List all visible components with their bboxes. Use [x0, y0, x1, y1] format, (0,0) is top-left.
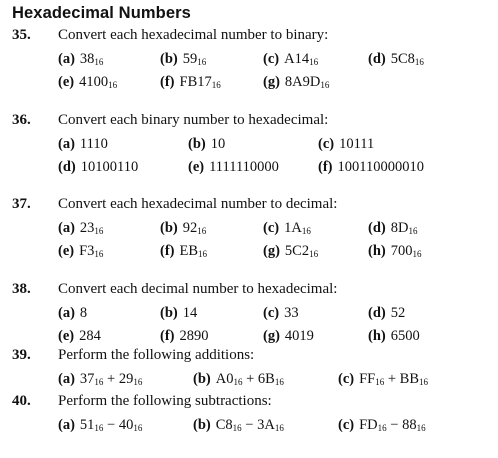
item-label: (d)	[368, 305, 386, 321]
item-value: 100110000010	[337, 159, 424, 175]
item-label: (g)	[263, 243, 280, 259]
item-value-2: BB	[399, 371, 420, 387]
item-label: (a)	[58, 220, 75, 236]
base-subscript: 16	[197, 226, 207, 236]
item-label: (b)	[160, 51, 178, 67]
item-value: 10	[210, 136, 226, 152]
exercise-item	[263, 51, 318, 68]
exercise-item	[160, 243, 207, 260]
item-value: FD	[359, 417, 378, 433]
exercise-item	[58, 159, 138, 176]
item-label: (e)	[58, 243, 75, 259]
item-value-2: 3A	[257, 417, 275, 433]
item-value: EB	[179, 243, 199, 259]
question-text: Convert each hexadecimal number to binary:	[58, 27, 329, 43]
question-number: 35.	[12, 27, 31, 43]
exercise-item	[58, 74, 117, 91]
exercise-item	[58, 328, 101, 345]
base-subscript: 16	[320, 80, 330, 90]
item-label: (c)	[318, 136, 335, 152]
item-value: 1A	[284, 220, 302, 236]
item-value: 8A9D	[284, 74, 321, 90]
question-text: Perform the following additions:	[58, 347, 255, 363]
item-label: (e)	[58, 74, 75, 90]
exercise-item	[368, 220, 417, 237]
base-subscript: 16	[416, 423, 426, 433]
item-label: (b)	[188, 136, 206, 152]
item-value: 92	[182, 220, 198, 236]
item-value: 59	[182, 51, 198, 67]
base-subscript: 16	[94, 57, 104, 67]
exercise-item	[338, 371, 428, 388]
question-number: 36.	[12, 112, 31, 128]
exercise-item	[58, 51, 103, 68]
exercise-item	[368, 51, 424, 68]
question-number: 38.	[12, 281, 31, 297]
base-subscript: 16	[301, 226, 311, 236]
item-label: (h)	[368, 328, 386, 344]
question-text: Convert each hexadecimal number to decimal:	[58, 196, 338, 212]
item-label: (b)	[160, 305, 178, 321]
exercise-item	[160, 305, 197, 322]
base-subscript: 16	[375, 377, 385, 387]
item-value: 1110	[79, 136, 108, 152]
item-value-2: 29	[118, 371, 134, 387]
base-subscript: 16	[108, 80, 118, 90]
item-label: (d)	[368, 51, 386, 67]
exercise-item	[58, 136, 108, 153]
item-label: (d)	[58, 159, 76, 175]
exercise-item	[338, 417, 426, 434]
item-value: 37	[79, 371, 95, 387]
item-value: 38	[79, 51, 95, 67]
exercise-item	[58, 243, 103, 260]
operator: +	[242, 371, 258, 387]
base-subscript: 16	[414, 57, 424, 67]
item-label: (a)	[58, 417, 75, 433]
item-label: (b)	[193, 371, 211, 387]
item-value: 52	[390, 305, 406, 321]
item-label: (a)	[58, 305, 75, 321]
exercise-item	[160, 328, 209, 345]
exercise-item	[58, 220, 103, 237]
item-label: (a)	[58, 51, 75, 67]
base-subscript: 16	[408, 226, 418, 236]
exercise-item	[58, 371, 142, 388]
base-subscript: 16	[94, 226, 104, 236]
base-subscript: 16	[309, 57, 319, 67]
item-value: 10100110	[80, 159, 139, 175]
item-label: (c)	[263, 51, 280, 67]
base-subscript: 16	[94, 249, 104, 259]
item-value: A0	[215, 371, 234, 387]
exercise-item	[188, 136, 225, 153]
exercise-item	[318, 159, 424, 176]
item-label: (f)	[160, 328, 175, 344]
item-value: 6500	[390, 328, 420, 344]
operator: −	[386, 417, 403, 433]
item-value: 51	[79, 417, 95, 433]
exercise-item	[58, 417, 142, 434]
item-value: FB17	[179, 74, 212, 90]
base-subscript: 16	[94, 423, 104, 433]
item-label: (f)	[318, 159, 333, 175]
item-value: 2890	[179, 328, 209, 344]
base-subscript: 16	[233, 377, 243, 387]
item-value: 10111	[339, 136, 375, 152]
item-value: C8	[215, 417, 233, 433]
question-text: Convert each decimal number to hexadecimal:	[58, 281, 338, 297]
exercise-item	[368, 243, 421, 260]
item-label: (a)	[58, 136, 75, 152]
section-title: Hexadecimal Numbers	[12, 4, 191, 22]
question-number: 40.	[12, 393, 31, 409]
exercise-item	[318, 136, 374, 153]
exercise-item	[58, 305, 87, 322]
item-value: FF	[359, 371, 376, 387]
item-label: (c)	[338, 417, 355, 433]
base-subscript: 16	[419, 377, 429, 387]
exercise-item	[263, 243, 318, 260]
exercise-item	[188, 159, 279, 176]
operator: −	[103, 417, 119, 433]
item-label: (e)	[58, 328, 75, 344]
item-label: (g)	[263, 328, 280, 344]
base-subscript: 16	[274, 423, 284, 433]
base-subscript: 16	[94, 377, 104, 387]
item-value: 1111110000	[209, 159, 279, 175]
item-label: (e)	[188, 159, 205, 175]
item-value: A14	[284, 51, 310, 67]
base-subscript: 16	[232, 423, 242, 433]
exercise-item	[160, 220, 206, 237]
item-value: 33	[284, 305, 299, 321]
exercise-item	[160, 74, 221, 91]
item-value: 284	[79, 328, 101, 344]
item-label: (d)	[368, 220, 386, 236]
item-value: 4100	[79, 74, 109, 90]
item-label: (h)	[368, 243, 386, 259]
exercise-item	[263, 328, 314, 345]
item-label: (c)	[263, 220, 280, 236]
item-value-2: 88	[402, 417, 417, 433]
item-label: (c)	[338, 371, 355, 387]
question-number: 37.	[12, 196, 31, 212]
exercise-item	[263, 74, 329, 91]
item-label: (f)	[160, 243, 175, 259]
item-label: (b)	[160, 220, 178, 236]
exercise-item	[193, 417, 284, 434]
question-number: 39.	[12, 347, 31, 363]
exercise-item	[263, 220, 311, 237]
operator: +	[384, 371, 400, 387]
question-text: Convert each binary number to hexadecimal:	[58, 112, 329, 128]
base-subscript: 16	[198, 249, 208, 259]
item-label: (f)	[160, 74, 175, 90]
item-value: 14	[182, 305, 198, 321]
item-value: 8D	[390, 220, 409, 236]
item-value: 700	[390, 243, 413, 259]
item-label: (a)	[58, 371, 75, 387]
exercise-item	[368, 305, 405, 322]
item-value: 4019	[284, 328, 314, 344]
exercise-item	[193, 371, 284, 388]
exercise-item	[263, 305, 299, 322]
base-subscript: 16	[197, 57, 207, 67]
exercise-item	[368, 328, 420, 345]
base-subscript: 16	[133, 377, 143, 387]
base-subscript: 16	[274, 377, 284, 387]
base-subscript: 16	[412, 249, 422, 259]
base-subscript: 16	[133, 423, 143, 433]
base-subscript: 16	[377, 423, 387, 433]
operator: −	[241, 417, 258, 433]
item-label: (c)	[263, 305, 280, 321]
question-text: Perform the following subtractions:	[58, 393, 272, 409]
base-subscript: 16	[309, 249, 319, 259]
exercise-item	[160, 51, 206, 68]
item-value: 23	[79, 220, 95, 236]
item-value-2: 6B	[257, 371, 275, 387]
item-value: 5C2	[284, 243, 310, 259]
item-label: (b)	[193, 417, 211, 433]
item-value: 5C8	[390, 51, 415, 67]
item-label: (g)	[263, 74, 280, 90]
operator: +	[103, 371, 119, 387]
base-subscript: 16	[211, 80, 221, 90]
item-value-2: 40	[118, 417, 134, 433]
item-value: F3	[79, 243, 95, 259]
item-value: 8	[79, 305, 88, 321]
